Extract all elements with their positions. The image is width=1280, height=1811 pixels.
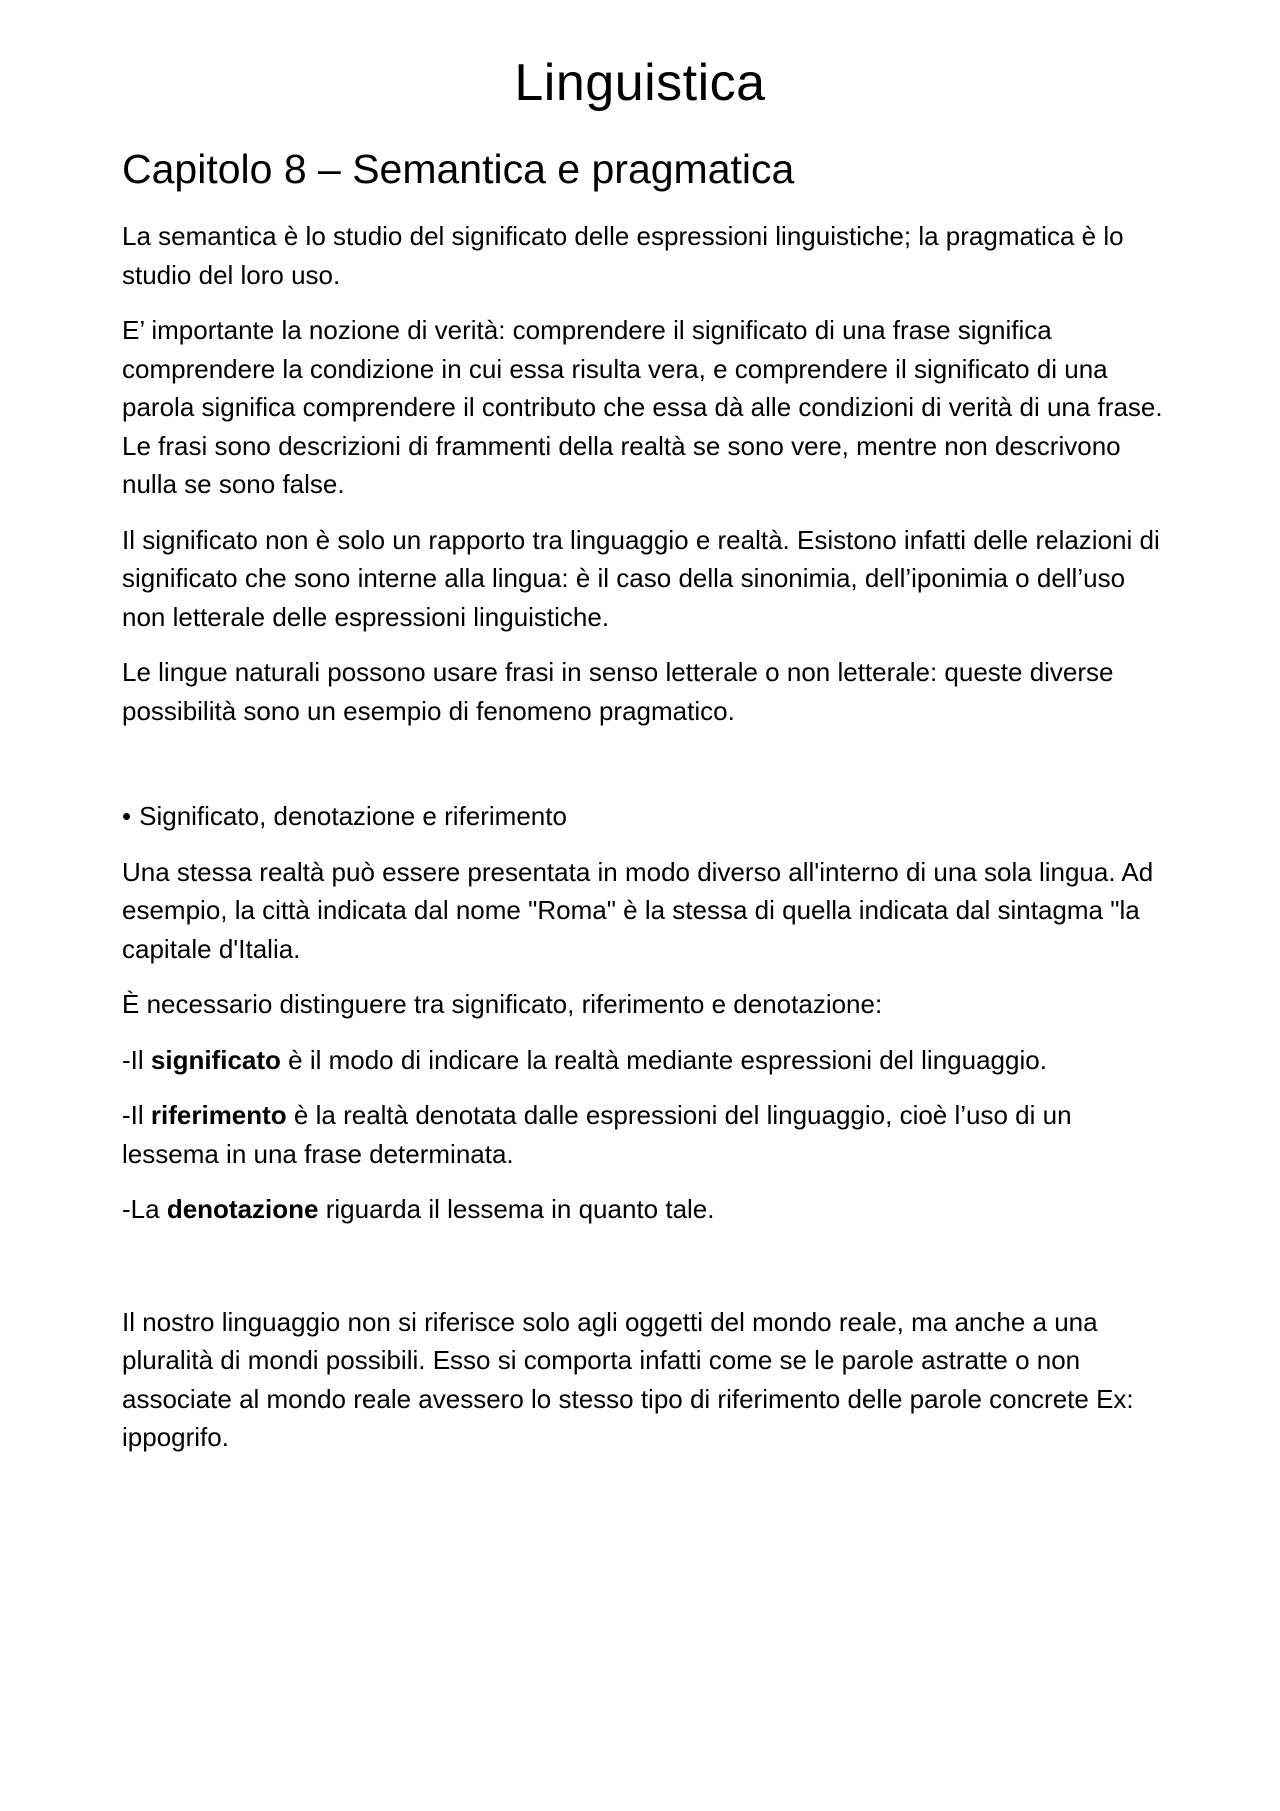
paragraph-distinction-intro: È necessario distinguere tra significato, riferimento e denotazione: [122,989,883,1019]
paragraph-truth-notion: E’ importante la nozione di verità: comprendere il significato di una frase significa comprendere la condizione in cui essa risulta vera, e comprendere il significato di una parola significa comprendere il contributo che essa dà alle condizioni di verità di una frase. Le frasi sono descrizioni di frammenti della realtà se sono vere, mentre non descrivono nulla se sono false. [122,315,1163,499]
paragraph-internal-relations: Il significato non è solo un rapporto tra linguaggio e realtà. Esistono infatti delle relazioni di significato che sono interne alla lingua: è il caso della sinonimia, dell’iponimia o dell’uso non letterale delle espressioni linguistiche. [122,524,1160,632]
document-body [122,142,1172,1474]
paragraph-possible-worlds: Il nostro linguaggio non si riferisce solo agli oggetti del mondo reale, ma anche a una pluralità di mondi possibili. Esso si comporta infatti come se le parole astratte o non associate al mondo reale avessero lo stesso tipo di riferimento delle parole concrete Ex: ippogrifo. [122,1306,1134,1452]
chapter-heading: Capitolo 8 – Semantica e pragmatica [122,146,795,192]
blank-line [122,747,1172,797]
definition-text: riguarda il lessema in quanto tale. [318,1194,715,1224]
document-title: Linguistica [514,54,766,112]
definition-term: riferimento [150,1100,287,1130]
paragraph-roma-example: Una stessa realtà può essere presentata in modo diverso all'interno di una sola lingua. Ad esempio, la città indicata dal nome "Roma" è la stessa di quella indicata dal sintagma "la capitale d'Italia. [122,856,1154,964]
definition-prefix: -La [122,1194,167,1224]
section-bullet-title: Significato, denotazione e riferimento [139,801,567,831]
definition-term: denotazione [166,1194,319,1224]
definition-riferimento [122,1096,1172,1173]
paragraph-semantics-definition: La semantica è lo studio del significato delle espressioni linguistiche; la pragmatica è lo studio del loro uso. [122,221,1124,290]
bullet-icon: • [122,801,132,831]
blank-line [122,1246,1172,1303]
definition-significato [122,1041,1172,1080]
definition-text: è la realtà denotata dalle espressioni del linguaggio, cioè l’uso di un lessema in una frase determinata. [122,1100,1072,1169]
paragraph-literal-usage: Le lingue naturali possono usare frasi in senso letterale o non letterale: queste diverse possibilità sono un esempio di fenomeno pragmatico. [122,657,1114,726]
definition-prefix: -Il [122,1100,151,1130]
definition-text: è il modo di indicare la realtà mediante espressioni del linguaggio. [280,1044,1047,1075]
definition-denotazione [122,1190,1172,1229]
definition-prefix: -Il [122,1044,151,1075]
section-bullet-heading [122,797,1172,836]
definition-term: significato [150,1044,281,1075]
